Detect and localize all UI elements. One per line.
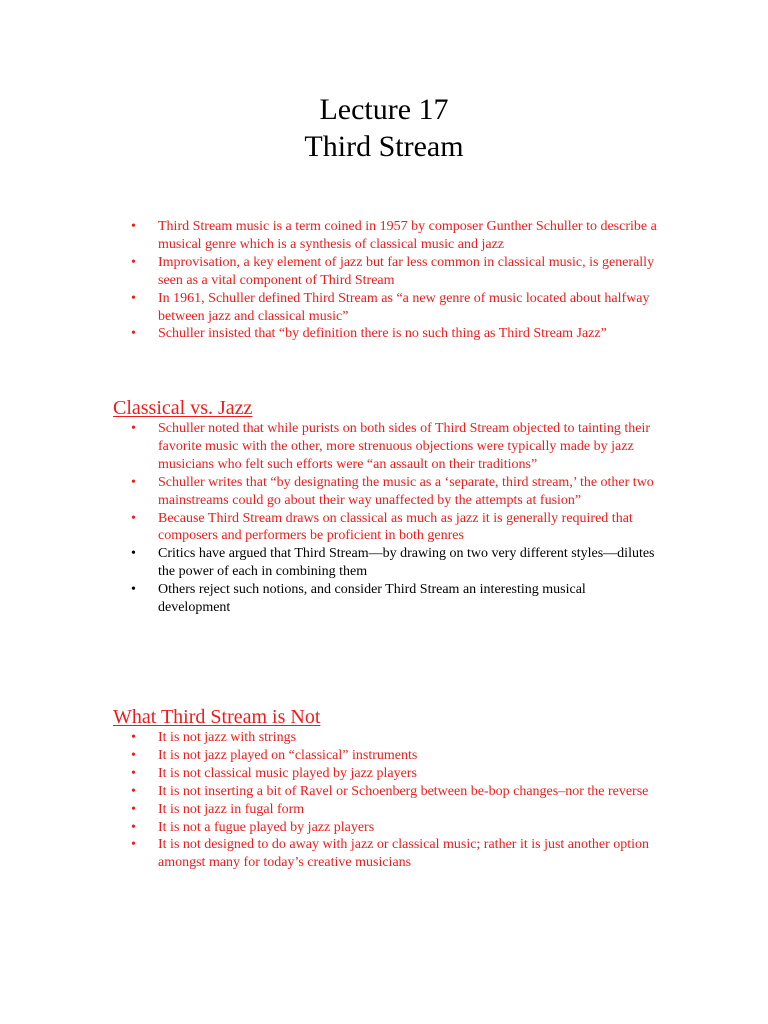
- bullet-icon: •: [131, 837, 136, 853]
- bullet-icon: •: [131, 510, 136, 526]
- classical-vs-jazz-heading: Classical vs. Jazz: [113, 397, 253, 419]
- list-item: [0, 836, 768, 872]
- bullet-icon: •: [131, 819, 136, 835]
- bullet-icon: •: [131, 582, 136, 598]
- list-item: [0, 290, 768, 326]
- list-item-text: Critics have argued that Third Stream—by drawing on two very different styles—dilutes the power of each in combining them: [158, 546, 655, 580]
- intro-bullet-list: [0, 218, 768, 343]
- bullet-icon: •: [131, 254, 136, 270]
- list-item: [0, 254, 768, 290]
- list-item: [0, 218, 768, 254]
- bullet-icon: •: [131, 765, 136, 781]
- bullet-icon: •: [131, 783, 136, 799]
- bullet-icon: •: [131, 546, 136, 562]
- bullet-icon: •: [131, 801, 136, 817]
- list-item: [0, 510, 768, 546]
- list-item-text: Schuller noted that while purists on both sides of Third Stream objected to tainting their favorite music with the other, more strenuous objections were typically made by jazz musicians who felt such efforts were “an assault on their traditions”: [158, 421, 650, 472]
- list-item-text: Schuller insisted that “by definition there is no such thing as Third Stream Jazz”: [158, 326, 607, 342]
- bullet-icon: •: [131, 421, 136, 436]
- lecture-topic-title: Third Stream: [304, 130, 464, 163]
- list-item: [0, 325, 768, 343]
- bullet-icon: •: [131, 474, 136, 490]
- list-item: [0, 747, 768, 765]
- classical-vs-jazz-list: [0, 420, 768, 617]
- bullet-icon: •: [131, 326, 136, 342]
- list-item: [0, 581, 768, 617]
- list-item-text: It is not jazz with strings: [158, 730, 297, 745]
- list-item: [0, 801, 768, 819]
- list-item-text: Schuller writes that “by designating the music as a ‘separate, third stream,’ the other two mainstreams could go about their way unaffected by the attempts at fusion”: [158, 474, 654, 508]
- list-item: [0, 545, 768, 581]
- list-item: [0, 765, 768, 783]
- list-item: [0, 474, 768, 510]
- list-item-text: It is not inserting a bit of Ravel or Schoenberg between be-bop changes–nor the reverse: [158, 783, 649, 799]
- list-item-text: It is not designed to do away with jazz or classical music; rather it is just another option amongst many for today’s creative musicians: [158, 837, 650, 871]
- bullet-icon: •: [131, 747, 136, 763]
- what-third-stream-is-not-list: [0, 729, 768, 872]
- list-item-text: It is not a fugue played by jazz players: [158, 819, 375, 835]
- list-item: [0, 783, 768, 801]
- lecture-number-title: Lecture 17: [319, 93, 449, 126]
- what-third-stream-is-not-heading: What Third Stream is Not: [113, 706, 321, 728]
- list-item-text: In 1961, Schuller defined Third Stream as “a new genre of music located about halfway between jazz and classical music”: [158, 290, 650, 324]
- list-item-text: Third Stream music is a term coined in 1957 by composer Gunther Schuller to describe a musical genre which is a synthesis of classical music and jazz: [158, 219, 657, 252]
- list-item-text: Others reject such notions, and consider Third Stream an interesting musical development: [158, 582, 586, 616]
- bullet-icon: •: [131, 290, 136, 306]
- list-item: [0, 729, 768, 747]
- list-item-text: It is not jazz played on “classical” instruments: [158, 747, 418, 763]
- bullet-icon: •: [131, 219, 136, 234]
- list-item: [0, 420, 768, 474]
- list-item-text: It is not classical music played by jazz players: [158, 765, 417, 781]
- list-item: [0, 819, 768, 837]
- list-item-text: It is not jazz in fugal form: [158, 801, 305, 817]
- list-item-text: Because Third Stream draws on classical as much as jazz it is generally required that composers and performers be proficient in both genres: [158, 510, 633, 544]
- bullet-icon: •: [131, 730, 136, 745]
- list-item-text: Improvisation, a key element of jazz but far less common in classical music, is generally seen as a vital component of Third Stream: [158, 254, 655, 288]
